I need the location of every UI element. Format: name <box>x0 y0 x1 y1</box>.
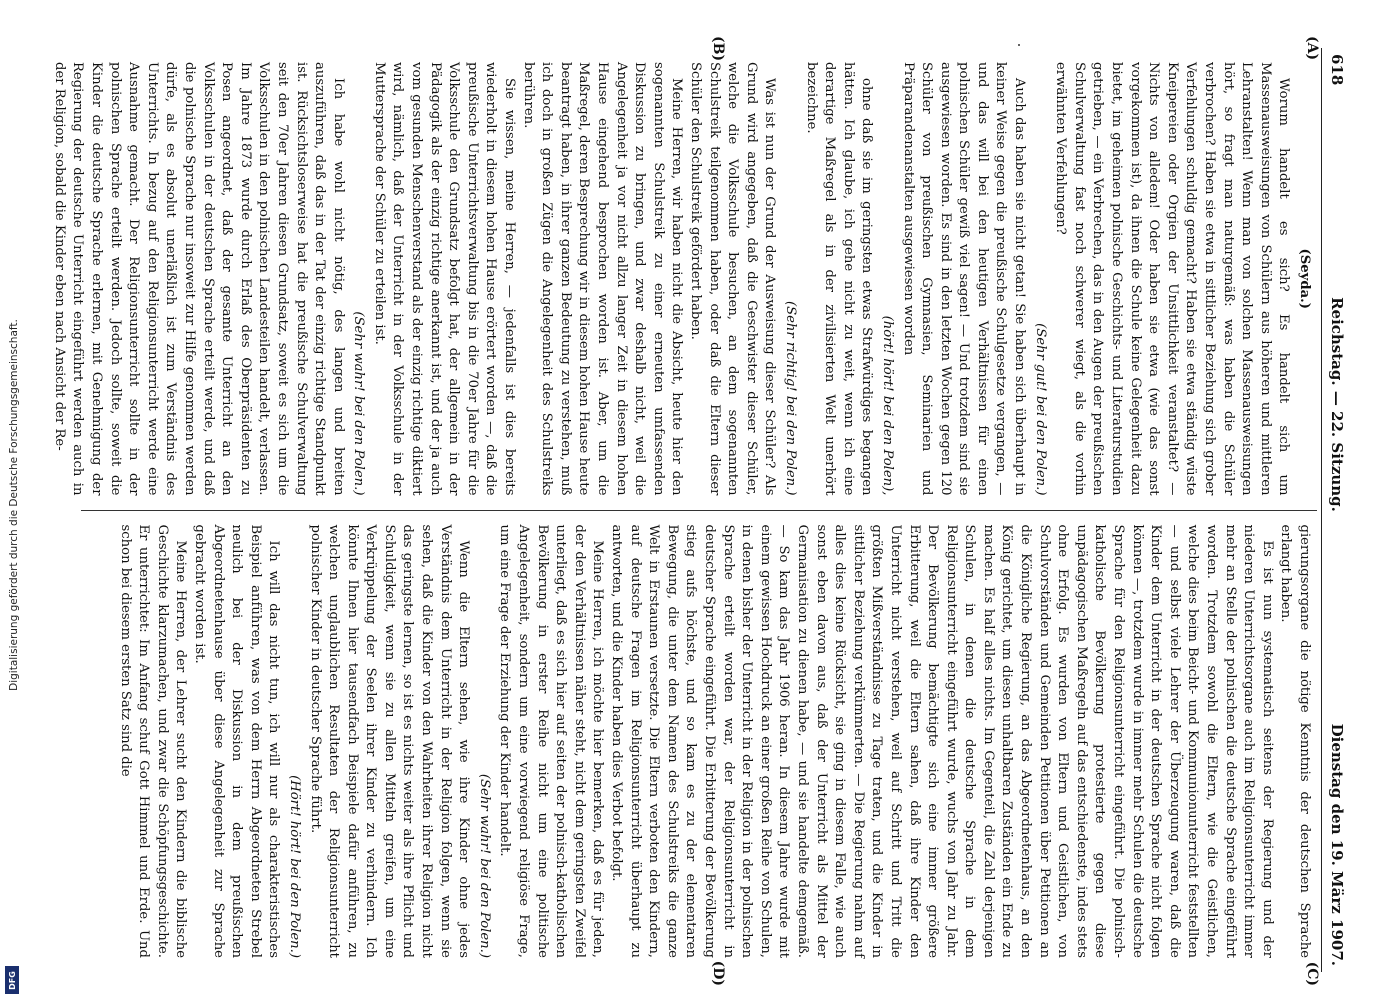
paragraph: Meine Herren, ich möchte hier bemerken, daß es für jeden, der den Verhältnissen näher steht, nicht dem geringsten Zweifel unterliegt, daß es sich hier auf seiten der polnisch-katholischen Bevölkerung in erster Reihe nicht um eine politische Angelegenheit, sondern um eine vorwiegend religiöse Frage, um eine Frage der Erziehung der Kinder handelt. <box>497 524 606 958</box>
interjection: (Sehr richtig! bei den Polen.) <box>782 300 798 496</box>
paragraph: Ich habe wohl nicht nötig, des langen und breiten auszuführen, daß das in der Tat der einzig richtige Standpunkt ist. Rücksichtsloserweise hat die preußische Schulverwaltung seit den 70er Jahren diesen Grundsatz, soweit es sich um die Volksschulen in den polnischen Landesteilen handelt, verlassen. Im Jahre 1873 wurde durch Erlaß des Oberpräsidenten zu Posen angeordnet, daß der gesamte Unterricht an den Volksschulen in der deutschen Sprache erteilt werde, und daß die polnische Sprache nur insoweit zur Hilfe genommen werden dürfe, als es absolut unerläßlich ist zum Verständnis des Unterrichts. In bezug auf den Religionsunterricht werde eine Ausnahme gemacht. Der Religionsunterricht sollte in der polnischen Sprache erteilt werden. Jedoch sollte, soweit die Kinder die deutsche Sprache erlernen, mit Genehmigung der Regierung der deutsche Unterricht eingeführt werden auch in der Religion, sobald die Kinder eben nach Ansicht der Re- <box>51 62 346 496</box>
paragraph: Meine Herren, der Lehrer sucht den Kindern die biblische Geschichte klarzumachen, und zwar die Schöpfungsgeschichte. Er unterrichtet: Im Anfang schuf Gott Himmel und Erde. Und schon bei diesem ersten Satz sind die <box>117 524 189 958</box>
right-column <box>81 510 1317 973</box>
page-header <box>1321 48 1348 972</box>
rotated-scan-page <box>51 36 1354 986</box>
speaker-label: (Seyda.) <box>1297 248 1312 309</box>
paragraph: gierungsorgane die nötige Kenntnis der deutschen Sprache erlangt haben. <box>1278 524 1312 958</box>
margin-letter-c: (C) <box>1304 961 1320 986</box>
text-columns <box>51 48 1317 972</box>
header-date: Dienstag den 19. März 1907. <box>1328 723 1346 966</box>
page-number: 618 <box>1328 54 1346 86</box>
dfg-logo: DFG <box>5 966 19 994</box>
interjection: (Hört! hört! bei den Polen.) <box>286 775 302 958</box>
margin-letter-b: (B) <box>710 36 726 62</box>
digitization-credit-note: Digitalisierung gefördert durch die Deutsche Forschungsgemeinschaft. <box>8 319 21 691</box>
paragraph: Ich will das nicht tun, ich will nur als charakteristisches Beispiel anführen, was von dem Herrn Abgeordneten Strebel neulich bei der Diskussion in dem preußischen Abgeordnetenhause über diese Angelegenheit zur Sprache gebracht worden ist. <box>191 524 282 958</box>
left-column <box>51 48 1317 510</box>
interjection: (Sehr wahr! bei den Polen.) <box>476 773 492 958</box>
paragraph: Worum handelt es sich? Es handelt sich um Massenausweisungen von Schülern aus höheren und mittleren Lehranstalten! Wenn man von solchen Massenausweisungen hört, so fragt man naturgemäß: was haben die Schüler verbrochen? Haben sie etwa in sittlicher Beziehung sich grober Verfehlungen schuldig gemacht? Haben sie etwa ständig wüste Kneipereien oder Orgien der Unsittlichkeit veranstaltet? — Nichts von alledem! Oder haben sie etwa (wie das sonst vorgekommen ist), da ihnen die Schule keine Gelegenheit dazu bietet, im geheimen polnische Geschichts- und Literaturstudien getrieben, — ein Verbrechen, das in den Augen der preußischen Schulverwaltung fast noch schwerer wiegt, als die vorhin erwähnten Verfehlungen? <box>1053 62 1292 496</box>
header-title: Reichstag. — 22. Sitzung. <box>1328 297 1346 512</box>
paragraph: ohne daß sie im geringsten etwas Strafwürdiges begangen hätten. Ich glaube, ich gehe nicht zu weit, wenn ich eine derartige Maßregel als in der zivilisierten Welt unerhört bezeichne. <box>803 62 875 496</box>
interjection: (hört! hört! bei den Polen), <box>879 315 895 496</box>
paragraph: Was ist nun der Grund der Ausweisung dieser Schüler? Als Grund wird angegeben, daß die Geschwister dieser Schüler, welche die Volksschule besuchen, an dem sogenannten Schulstreik teilgenommen haben, oder daß die Eltern dieser Schüler den Schulstreik gefördert haben. <box>688 62 778 496</box>
margin-letter-d: (D) <box>710 960 726 986</box>
paragraph: Sie wissen, meine Herren, — jedenfalls ist dies bereits wiederholt in diesem hohen Hause erörtert worden —, daß die preußische Unterrichtsverwaltung bis in die 70er Jahre für die Volksschule den Grundsatz befolgt hat, der allgemein in der Pädagogik als der einzig richtige anerkannt ist, und der ja auch vom gesunden Menschenverstand als der einzig richtige diktiert wird, nämlich, daß der Unterricht in der Volksschule in der Muttersprache der Schüler zu erteilen ist. <box>371 62 518 496</box>
page-content <box>51 36 1354 986</box>
interjection: (Sehr gut! bei den Polen.) <box>1032 323 1048 496</box>
interjection: (Sehr wahr! bei den Polen.) <box>351 311 367 496</box>
margin-letter-a: (A) <box>1304 36 1320 61</box>
paragraph: Auch das haben sie nicht getan! Sie haben sich überhaupt in keiner Weise gegen die preußische Schulgesetze vergangen, — und das will bei den heutigen Verhältnissen für einen polnischen Schüler gewiß viel sagen! — Und trotzdem sind sie ausgewiesen worden. Es sind in den letzten Wochen gegen 120 Schüler von preußischen Gymnasien, Seminarien und Präparandenanstalten ausgewiesen worden <box>900 62 1028 496</box>
paragraph: Meine Herren, wir haben nicht die Absicht, heute hier den sogenannten Schulstreik zu einer erneuten umfassenden Diskussion zu bringen, und zwar deshalb nicht, weil die Angelegenheit ja vor nicht allzu langer Zeit in diesem hohen Hause eingehend besprochen worden ist. Aber, um die Maßregel, deren Besprechung wir in diesem hohen Hause heute beantragt haben, in ihrer ganzen Bedeutung zu verstehen, muß ich doch in großen Zügen die Angelegenheit des Schulstreiks berühren. <box>520 62 685 496</box>
paragraph: Wenn die Eltern sehen, wie ihre Kinder ohne jedes Verständnis dem Unterricht in der Religion folgen, wenn sie sehen, daß die Kinder von den Wahrheiten ihrer Religion nicht das geringste lernen, so ist es nichts weiter als ihre Pflicht und Schuldigkeit, wenn sie zu allen Mitteln greifen, um eine Verkrüppelung der Seelen ihrer Kinder zu verhindern. Ich könnte Ihnen hier tausendfach Beispiele dafür anführen, zu welchen unglaublichen Resultaten der Religionsunterricht polnischer Kinder in deutscher Sprache führt. <box>307 524 472 958</box>
paragraph: Es ist nun systematisch seitens der Regierung und der niederen Unterrichtsorgane auch im Religionsunterricht immer mehr an Stelle der polnischen die deutsche Sprache eingeführt worden. Trotzdem sowohl die Eltern, wie die Geistlichen, welche dies beim Beicht- und Kommunionunterricht feststellten — und selbst viele Lehrer der Überzeugung waren, daß die Kinder dem Unterricht in der deutschen Sprache nicht folgen können —, trotzdem wurde in immer mehr Schulen die deutsche Sprache für den Religionsunterricht eingeführt. Die polnisch-katholische Bevölkerung protestierte gegen diese unpädagogischen Maßregeln auf das entschiedenste, indes stets ohne Erfolg. Es wurden von Eltern und Geistlichen, von Schulvorständen und Gemeinden Petitionen über Petitionen an die Königliche Regierung, an das Abgeordnetenhaus, an den König gerichtet, um diesen unhaltbaren Zuständen ein Ende zu machen. Es half alles nichts. Im Gegenteil, die Zahl derjenigen Schulen, in denen die deutsche Sprache in dem Religionsunterricht eingeführt wurde, wuchs von Jahr zu Jahr. Der Bevölkerung bemächtigte sich eine immer größere Erbitterung, weil die Eltern sahen, daß ihre Kinder den Unterricht nicht verstehen, weil auf Schritt und Tritt die größten Mißverständnisse zu Tage traten, und die Kinder in sittlicher Beziehung verkümmerten. — Die Regierung nahm auf alles dies keine Rücksicht, sie ging in diesem Falle, wie auch sonst eben davon aus, daß der Unterricht als Mittel der Germanisation zu dienen habe, — und sie handelte demgemäß. — So kam das Jahr 1906 heran. In diesem Jahre wurde mit einem gewissen Hochdruck an einer großen Reihe von Schulen, in denen bisher der Unterricht in der Religion in der polnischen Sprache erteilt worden war, der Religionsunterricht in deutscher Sprache eingeführt. Die Erbitterung der Bevölkerung stieg aufs höchste, und so kam es zu der elementaren Bewegung, die unter dem Namen des Schulstreiks die ganze Welt in Erstaunen versetzte. Die Eltern verboten den Kindern, auf deutsche Fragen im Religionsunterricht überhaupt zu antworten, und die Kinder haben dies Verbot befolgt. <box>609 524 1275 958</box>
